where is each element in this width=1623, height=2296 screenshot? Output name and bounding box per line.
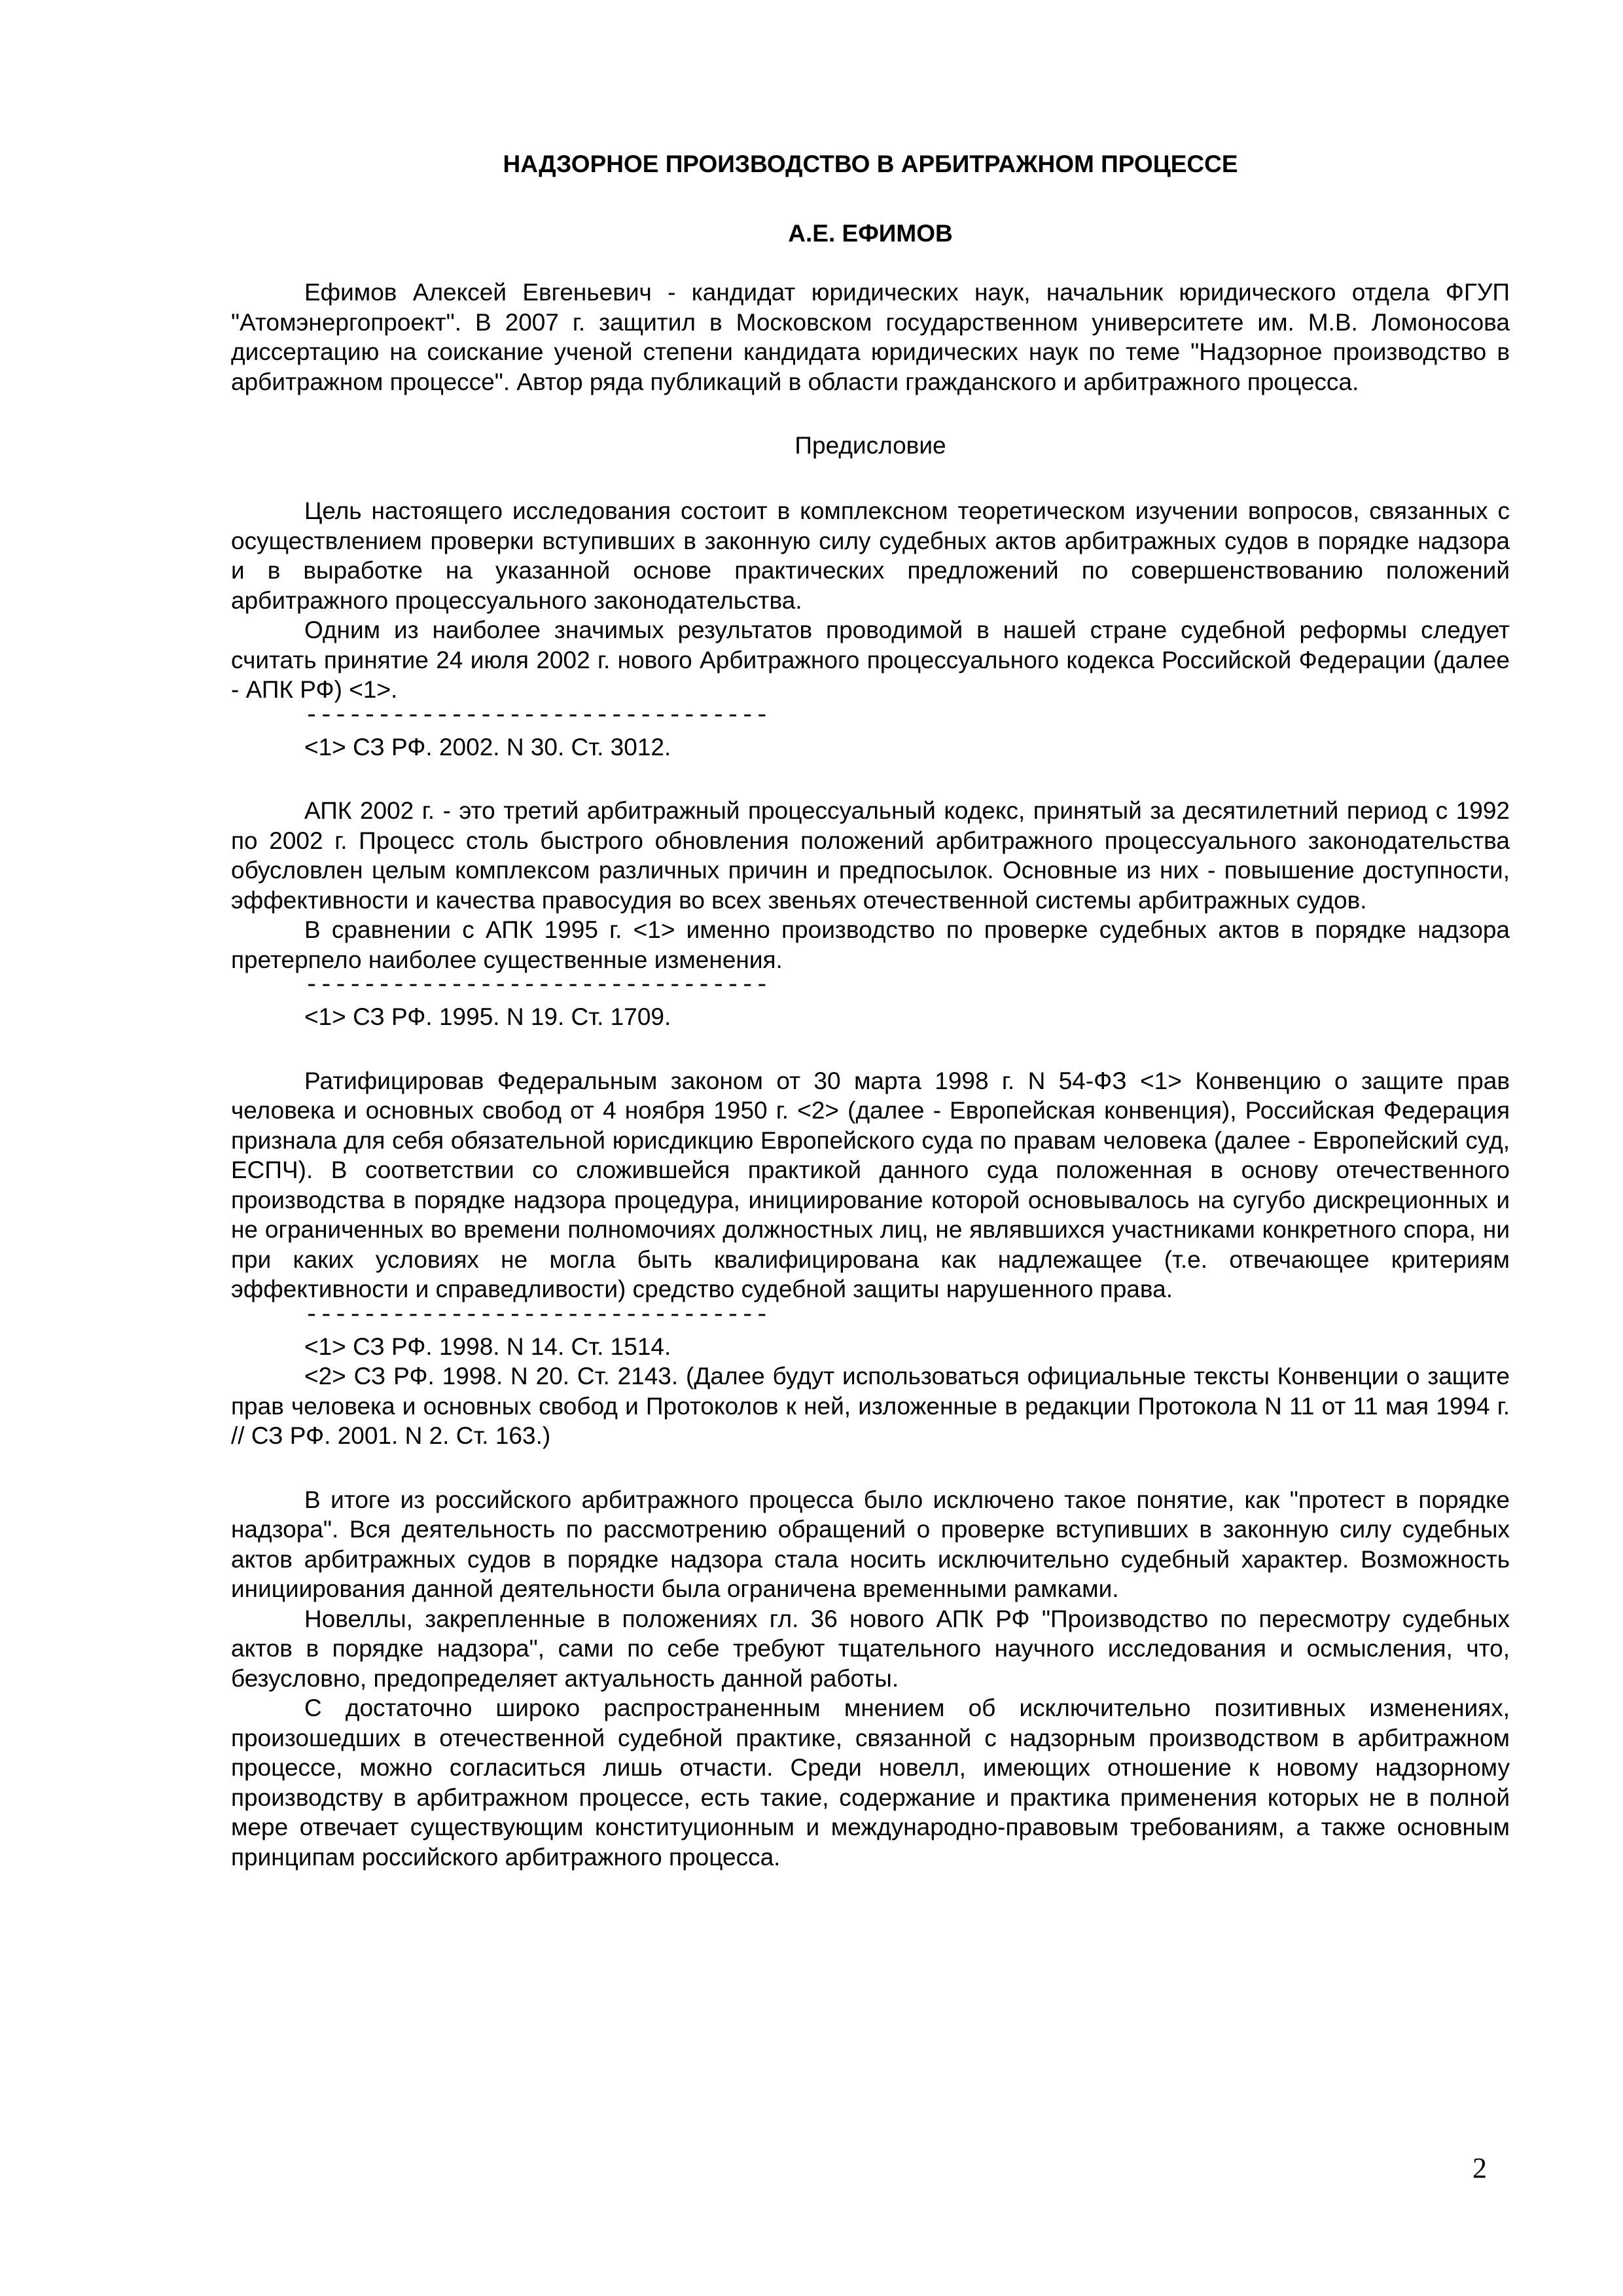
spacer xyxy=(231,1451,1510,1485)
footnote: <1> СЗ РФ. 2002. N 30. Ст. 3012. xyxy=(304,733,671,761)
footnote: <2> СЗ РФ. 1998. N 20. Ст. 2143. (Далее будут использоваться официальные тексты Конвенции о защите прав человека и основных свобод и Протоколов к ней, изложенные в редакции Протокола N 11 от 11 мая 1994 г. // СЗ РФ. 2001. N 2. Ст. 163.) xyxy=(231,1363,1510,1449)
footnote-separator: -------------------------------- xyxy=(304,972,770,999)
paragraph: Ратифицировав Федеральным законом от 30 марта 1998 г. N 54-ФЗ <1> Конвенцию о защите прав человека и основных свобод от 4 ноября 1950 г. <2> (далее - Европейская конвенция), Российская Федерация признала для себя обязательной юрисдикцию Европейского суда по правам человека (далее - Европейский суд, ЕСПЧ). В соответствии со сложившейся практикой данного суда положенная в основу отечественного производства в порядке надзора процедура, инициирование которой основывалось на сугубо дискреционных и не ограниченных во времени полномочиях должностных лиц, не являвшихся участниками конкретного спора, ни при каких условиях не могла быть квалифицирована как надлежащее (т.е. отвечающее критериям эффективности и справедливости) средство судебной защиты нарушенного права. xyxy=(231,1067,1510,1302)
section-heading: Предисловие xyxy=(794,432,946,459)
footnote: <1> СЗ РФ. 1998. N 14. Ст. 1514. xyxy=(304,1333,671,1360)
paragraph: С достаточно широко распространенным мнением об исключительно позитивных изменениях, произошедших в отечественной судебной практике, связанной с надзорным производством в арбитражном процессе, можно согласиться лишь отчасти. Среди новелл, имеющих отношение к новому надзорному производству в арбитражном процессе, есть такие, содержание и практика применения которых не в полной мере отвечает существующим конституционным и международно-правовым требованиям, а также основным принципам российского арбитражного процесса. xyxy=(231,1695,1510,1871)
paragraph: Новеллы, закрепленные в положениях гл. 36 нового АПК РФ "Производство по пересмотру судебных актов в порядке надзора", сами по себе требуют тщательного научного исследования и осмысления, что, безусловно, предопределяет актуальность данной работы. xyxy=(231,1605,1510,1692)
paragraph: Одним из наиболее значимых результатов проводимой в нашей стране судебной реформы следует считать принятие 24 июля 2002 г. нового Арбитражного процессуального кодекса Российской Федерации (далее - АПК РФ) <1>. xyxy=(231,617,1510,703)
footnote-separator: -------------------------------- xyxy=(304,1301,770,1329)
paragraph: АПК 2002 г. - это третий арбитражный процессуальный кодекс, принятый за десятилетний период с 1992 по 2002 г. Процесс столь быстрого обновления положений арбитражного процессуального законодательства обусловлен целым комплексом различных причин и предпосылок. Основные из них - повышение доступности, эффективности и качества правосудия во всех звеньях отечественной системы арбитражных судов. xyxy=(231,797,1510,914)
page-number: 2 xyxy=(1472,2152,1487,2184)
document-page xyxy=(231,149,1510,1872)
paragraph: В итоге из российского арбитражного процесса было исключено такое понятие, как "протест в порядке надзора". Вся деятельность по рассмотрению обращений о проверке вступивших в законную силу судебных актов арбитражных судов в порядке надзора стала носить исключительно судебный характер. Возможность инициирования данной деятельности была ограничена временными рамками. xyxy=(231,1486,1510,1602)
footnote-separator: -------------------------------- xyxy=(304,702,770,730)
spacer xyxy=(231,762,1510,796)
spacer xyxy=(231,1032,1510,1066)
paragraph: В сравнении с АПК 1995 г. <1> именно производство по проверке судебных актов в порядке надзора претерпело наиболее существенные изменения. xyxy=(231,916,1510,973)
document-author: А.Е. ЕФИМОВ xyxy=(788,220,953,247)
paragraph: Цель настоящего исследования состоит в комплексном теоретическом изучении вопросов, связанных с осуществлением проверки вступивших в законную силу судебных актов арбитражных судов в порядке надзора и в выработке на указанной основе практических предложений по совершенствованию положений арбитражного процессуального законодательства. xyxy=(231,497,1510,614)
document-title: НАДЗОРНОЕ ПРОИЗВОДСТВО В АРБИТРАЖНОМ ПРОЦЕССЕ xyxy=(503,151,1238,177)
author-bio: Ефимов Алексей Евгеньевич - кандидат юридических наук, начальник юридического отдела ФГУП "Атомэнергопроект". В 2007 г. защитил в Московском государственном университете им. М.В. Ломоносова диссертацию на соискание ученой степени кандидата юридических наук по теме "Надзорное производство в арбитражном процессе". Автор ряда публикаций в области гражданского и арбитражного процесса. xyxy=(231,279,1510,395)
footnote: <1> СЗ РФ. 1995. N 19. Ст. 1709. xyxy=(304,1003,671,1030)
